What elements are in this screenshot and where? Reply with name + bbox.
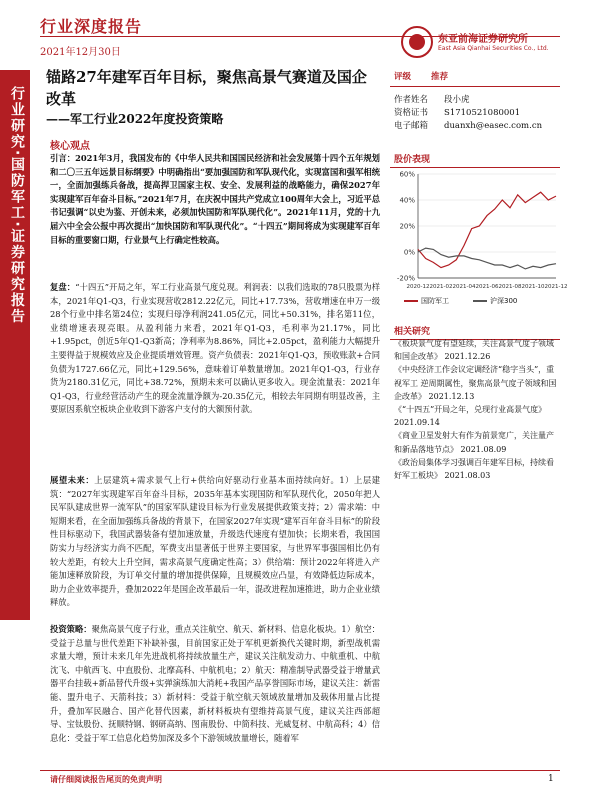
x-tick-label: 2021-12 xyxy=(544,284,568,290)
rating-row xyxy=(390,68,560,87)
analyst-info xyxy=(390,94,560,133)
x-tick-label: 2021-08 xyxy=(498,284,522,290)
analyst-certificate: S1710521080001 xyxy=(444,108,521,118)
related-research-item[interactable]: 《“十四五”开局之年，兑现行业高景气度》 2021.09.14 xyxy=(394,405,547,428)
paragraph-review-text: “十四五”开局之年，军工行业高景气度兑现。利润表：以我们选取的78只股票为样本，2021年Q1-Q3，行业实现营收2812.22亿元，同比+17.73%，营收增速在申万一级28个行业中排名第24位；实现归母净利润241.05亿元，同比+50.31%，排名第11位，业绩增速表现亮眼。从盈利能力来看，2021年Q1-Q3，毛利率为21.17%，同比+1.95pct，创近5年Q1-Q3新高；净利率为8.86%，同比+2.05pct，盈利能力大幅提升主要得益于规模效应及企业提质增效管理。资产负债表：2021年Q1-Q3，预收账款+合同负债为1727.66亿元，同比+129.56%，意味着订单数量增加。2021年Q1-Q3，行业存货为2180.31亿元，同比+38.72%，预期未来可以确认更多收入。现金流量表：2021年Q1-Q3，行业经营活动产生的现金流量净额为-20.35亿元，相较去年同期有明显改善，主要原因系航空板块企业收到下游客户支付的大额预付款。 xyxy=(50,282,380,415)
chart-legend xyxy=(404,296,517,306)
sidebar-category-text: 行业研究·国防军工·证券研究报告 xyxy=(9,86,25,325)
legend-swatch-sector xyxy=(404,300,418,302)
report-subtitle: ——军工行业2022年度投资策略 xyxy=(46,112,224,126)
y-tick-label: -20% xyxy=(396,274,415,283)
stock-performance-chart xyxy=(392,168,568,294)
paragraph-review xyxy=(50,281,380,417)
paragraph-strategy-text: 聚焦高景气度子行业，重点关注航空、航天、新材料、信息化板块。1）航空：受益于总量与世代差距下补缺补强，目前国家正处于军机更新换代关键时期，新型战机需求量大增，预计未来几年先进战机将持续放量生产，建议关注航发动力、中航重机、中航沈飞、中航西飞、中直股份、北摩高科、中航机电；2）航天：精准制导武器受益于增量武器平台挂载+新品替代升级+实弹演练加大消耗+我国产品享誉国际市场，建议关注：新雷能、盟升电子、天箭科技；3）新材料：受益于航空航天领域放量增加及载体用量占比提升，叠加军民融合、国产化替代因素，新材料板块有望维持高景气度，建议关注西部超导、宝钛股份、抚顺特钢、钢研高纳、图南股份、中简科技、光威复材、中航高科；4）信息化：受益于军工信息化趋势加深及多个下游领域放量增长，随着军 xyxy=(50,624,380,743)
related-research-item[interactable]: 《政治局集体学习强调百年建军目标，持续看好军工板块》 2021.08.03 xyxy=(394,457,554,481)
broker-logo xyxy=(400,25,560,61)
report-title: 锚路27年建军百年目标，聚焦高景气赛道及国企改革 xyxy=(46,68,367,108)
footer-divider xyxy=(40,770,560,771)
analyst-key: 电子邮箱 xyxy=(394,121,429,131)
legend-swatch-index xyxy=(473,300,487,302)
rating-label: 评级 xyxy=(394,72,412,82)
x-tick-label: 2020-12 xyxy=(406,284,430,290)
paragraph-strategy xyxy=(50,623,380,745)
series-line-sector xyxy=(418,192,556,267)
logo-emblem-icon xyxy=(400,25,434,59)
report-type-label: 行业深度报告 xyxy=(40,17,143,36)
paragraph-outlook-prefix: 展望未来： xyxy=(50,475,95,485)
paragraph-outlook xyxy=(50,474,380,610)
legend-item-index xyxy=(473,296,517,306)
analyst-name: 段小虎 xyxy=(444,95,470,105)
paragraph-review-prefix: 复盘： xyxy=(50,282,76,292)
logo-chinese-name: 东亚前海证券研究所 xyxy=(438,34,528,45)
stock-performance-heading: 股价表现 xyxy=(390,150,560,168)
y-tick-label: 0% xyxy=(403,248,415,257)
related-research-item[interactable]: 《中央经济工作会议定调经济“稳字当头”，重视军工 逆周期属性，聚焦高景气度子领域和国企改革》 2021.12.13 xyxy=(394,365,557,401)
sidebar-banner xyxy=(0,70,30,620)
x-tick-label: 2021-06 xyxy=(475,284,499,290)
rating-value: 推荐 xyxy=(431,72,449,82)
paragraph-introduction-text: 2021年3月，我国发布的《中华人民共和国国民经济和社会发展第十四个五年规划和二〇三五年远景目标纲要》中明确指出“要加强国防和军队现代化，实现富国和强军相统一，全面加强练兵备战，提高捍卫国家主权、安全、发展利益的战略能力，确保2027年实现建军百年奋斗目标。”2021年7月，在庆祝中国共产党成立100周年大会上，习近平总书记强调“以史为鉴、开创未来，必须加快国防和军队现代化”。2021年11月，党的十九届六中全会公报中再次提出“加快国防和军队现代化”。“十四五”期间将成为实现建军百年目标的重要窗口期，行业景气上行确定性较高。 xyxy=(50,153,380,245)
paragraph-outlook-text: 上层建筑+需求景气上行+供给向好驱动行业基本面持续向好。1）上层建筑：“2027年实现建军百年奋斗目标，2035年基本实现国防和军队现代化，2050年把人民军队建成世界一流军队”的国家军队建设目标为行业发展提供政策支持；2）需求端：中短期来看，在全面加强练兵备战的背景下，在国家2027年实现“建军百年奋斗目标”的阶段性目标驱动下，我国武器装备有望加速放量，升级迭代速度有望加快；长期来看，我国国防实力与经济实力尚不匹配，军费支出显著低于世界主要国家，与世界军事强国相比仍有较大差距，有较大上升空间，需求高景气度确定性高；3）供给端：预计2022年将进入产能加速释放阶段，为订单交付量的增加提供保障，且规模效应凸显，有效降低边际成本，助力企业效率提升，叠加2022年是国企改革最后一年，混改进程加速推进，助力企业业绩释放。 xyxy=(50,475,380,608)
related-research-item[interactable]: 《板块景气度有望延续，关注高景气度子领域和国企改革》 2021.12.26 xyxy=(394,339,554,362)
page-number: 1 xyxy=(548,774,554,784)
analyst-row xyxy=(394,107,560,120)
paragraph-strategy-prefix: 投资策略： xyxy=(50,624,92,634)
paragraph-introduction-prefix: 引言： xyxy=(50,153,76,163)
related-research-list xyxy=(390,337,558,482)
related-research-heading: 相关研究 xyxy=(390,322,560,340)
y-tick-label: 40% xyxy=(399,196,415,205)
analyst-row xyxy=(394,94,560,107)
legend-item-sector xyxy=(404,296,449,306)
logo-english-name: East Asia Qianhai Securities Co., Ltd. xyxy=(438,45,549,52)
report-date: 2021年12月30日 xyxy=(40,47,121,58)
analyst-key: 作者姓名 xyxy=(394,95,429,105)
analyst-key: 资格证书 xyxy=(394,108,429,118)
related-research-item[interactable]: 《商业卫星发射大有作为前景宽广，关注量产和新品落地节点》 2021.08.09 xyxy=(394,431,554,454)
core-views-heading: 核心观点 xyxy=(50,141,90,152)
analyst-email[interactable]: duanxh@easec.com.cn xyxy=(444,121,543,131)
x-tick-label: 2021-02 xyxy=(429,284,453,290)
legend-label-sector: 国防军工 xyxy=(421,297,449,305)
analyst-row xyxy=(394,120,560,133)
x-tick-label: 2021-10 xyxy=(521,284,545,290)
paragraph-introduction xyxy=(50,152,380,247)
x-tick-label: 2021-04 xyxy=(452,284,476,290)
y-tick-label: 20% xyxy=(399,222,415,231)
legend-label-index: 沪深300 xyxy=(490,297,518,305)
y-tick-label: 60% xyxy=(399,170,415,179)
disclaimer-note: 请仔细阅读报告尾页的免责声明 xyxy=(50,774,162,784)
